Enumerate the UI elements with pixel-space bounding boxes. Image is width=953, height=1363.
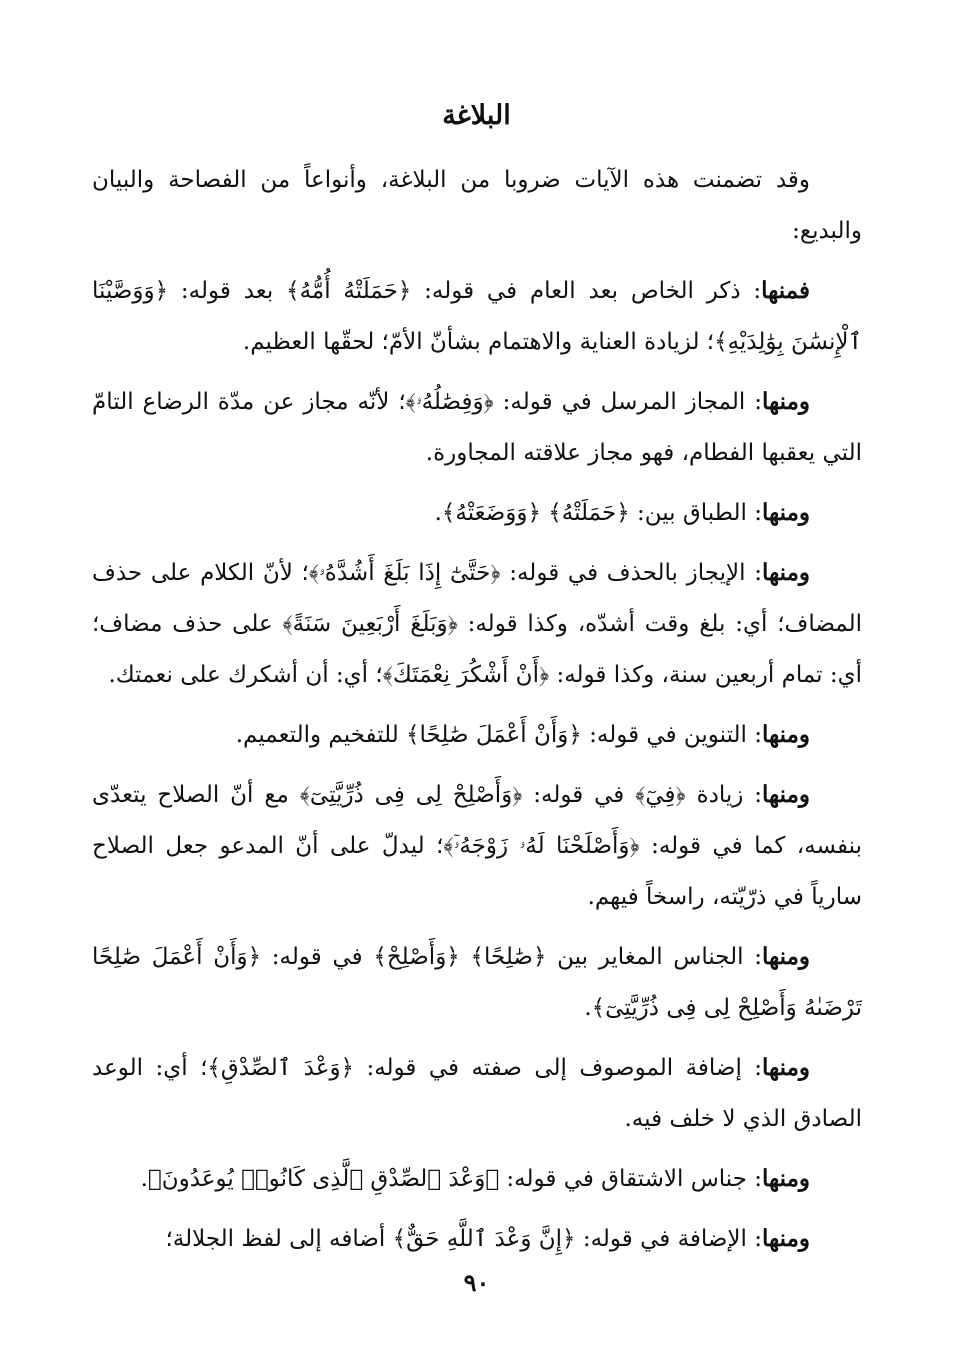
paragraph-specific-after-general <box>92 265 862 368</box>
paragraph-lead: ومنها <box>762 1225 810 1252</box>
paragraph-lead: ومنها <box>762 499 810 526</box>
paragraph-ellipsis <box>92 547 862 701</box>
paragraph-lead: ومنها <box>762 721 810 748</box>
paragraph-text: : إضافة الموصوف إلى صفته في قوله: ﴿وَعْدَ ٱلصِّدْقِ﴾؛ أي: الوعد الصادق الذي لا خلف فيه. <box>92 1055 862 1132</box>
paragraph-text: : الإضافة في قوله: ﴿إِنَّ وَعْدَ ٱللَّهِ حَقٌّ﴾ أضافه إلى لفظ الجلالة؛ <box>165 1226 763 1252</box>
paragraph-text: : التنوين في قوله: ﴿وَأَنْ أَعْمَلَ صَٰلِحًا﴾ للتفخيم والتعميم. <box>235 722 763 748</box>
paragraph-antithesis <box>92 487 862 539</box>
section-title: البلاغة <box>442 100 511 131</box>
paragraph-lead: فمنها <box>761 277 810 304</box>
paragraph-text: : جناس الاشتقاق في قوله: ﴿وَعْدَ ٱلصِّدْقِ ٱلَّذِى كَانُوا۟ يُوعَدُونَ﴾. <box>140 1166 763 1192</box>
page-number: ٩٠ <box>463 1268 490 1297</box>
paragraph-metonymy <box>92 376 862 479</box>
paragraph-text: : الطباق بين: ﴿حَمَلَتْهُ﴾ ﴿وَوَضَعَتْهُ﴾. <box>434 500 763 526</box>
paragraph-text: : زيادة ﴿فِيٓ﴾ في قوله: ﴿وَأَصْلِحْ لِى فِى ذُرِّيَّتِىٓ﴾ مع أنّ الصلاح يتعدّى بنفسه، كما في قوله: ﴿وَأَصْلَحْنَا لَهُۥ زَوْجَهُۥٓ﴾؛ ليدلّ على أنّ المدعو جعل الصلاح سارياً في ذرّيّته، راسخاً فيهم. <box>92 782 862 910</box>
paragraph-lead: ومنها <box>762 388 810 415</box>
paragraph-idafa-sifa <box>92 1042 862 1145</box>
paragraph-tanween <box>92 709 862 761</box>
paragraph-lead: ومنها <box>762 1165 810 1192</box>
paragraph-jinas-mughayir <box>92 931 862 1034</box>
paragraph-addition-fi <box>92 769 862 923</box>
paragraph-text: : الإيجاز بالحذف في قوله: ﴿حَتَّىٰٓ إِذَا بَلَغَ أَشُدَّهُۥ﴾؛ لأنّ الكلام على حذف المضاف؛ أي: بلغ وقت أشدّه، وكذا قوله: ﴿وَبَلَغَ أَرْبَعِينَ سَنَةً﴾ على حذف مضاف؛ أي: تمام أربعين سنة، وكذا قوله: ﴿أَنْ أَشْكُرَ نِعْمَتَكَ﴾؛ أي: أن أشكرك على نعمتك. <box>92 560 862 688</box>
paragraph-lead: ومنها <box>762 943 810 970</box>
paragraph-idafa-jalala <box>92 1213 862 1265</box>
intro-paragraph: وقد تضمنت هذه الآيات ضروبا من البلاغة، وأنواعاً من الفصاحة والبيان والبديع: <box>92 167 862 244</box>
paragraph-jinas-ishtiqaq <box>92 1153 862 1205</box>
paragraph-lead: ومنها <box>762 559 810 586</box>
paragraph-text: : المجاز المرسل في قوله: ﴿وَفِصَٰلُهُۥ﴾؛ لأنّه مجاز عن مدّة الرضاع التامّ التي يعقبها الفطام، فهو مجاز علاقته المجاورة. <box>92 389 862 466</box>
paragraph-text: : ذكر الخاص بعد العام في قوله: ﴿حَمَلَتْهُ أُمُّهُ﴾ بعد قوله: ﴿وَوَصَّيْنَا ٱلْإِنسَٰنَ بِوَٰلِدَيْهِ﴾؛ لزيادة العناية والاهتمام بشأنّ الأمّ؛ لحقّها العظيم. <box>92 278 862 355</box>
paragraph-text: : الجناس المغاير بين ﴿صَٰلِحًا﴾ ﴿وَأَصْلِحْ﴾ في قوله: ﴿وَأَنْ أَعْمَلَ صَٰلِحًا تَرْضَىٰهُ وَأَصْلِحْ لِى فِى ذُرِّيَّتِىٓ﴾. <box>92 944 862 1021</box>
paragraph-lead: ومنها <box>762 781 810 808</box>
page-body <box>92 155 862 1273</box>
paragraph-lead: ومنها <box>762 1054 810 1081</box>
